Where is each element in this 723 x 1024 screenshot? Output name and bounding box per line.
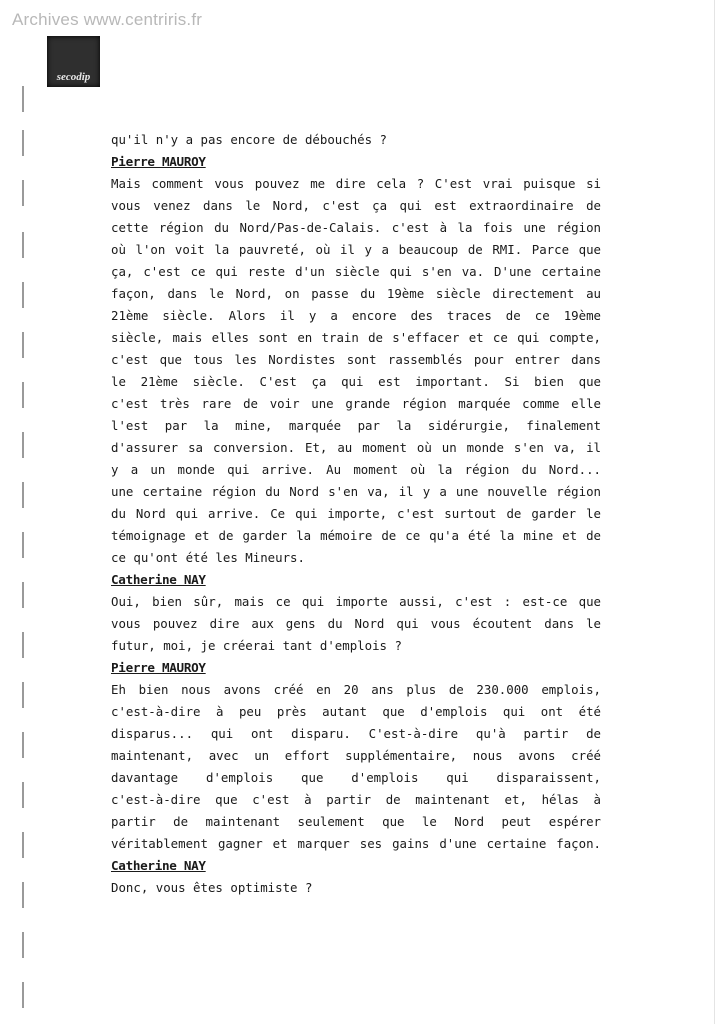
transcript-body: [111, 129, 601, 899]
transcript-line: façon, dans le Nord, on passe du 19ème siècle directement au: [111, 286, 601, 301]
speaker-name: [111, 855, 601, 877]
transcript-line: Donc, vous êtes optimiste ?: [111, 880, 313, 895]
transcript-line: témoignage et de garder la mémoire de ce qu'a été la mine et de: [111, 528, 601, 543]
transcript-line: partir de maintenant seulement que le Nord peut espérer: [111, 814, 601, 829]
transcript-line: vous venez dans le Nord, c'est ça qui est extraordinaire de: [111, 198, 601, 213]
speaker-label: Catherine NAY: [111, 572, 206, 587]
scan-margin-marks: [0, 0, 40, 1024]
speaker-label: Pierre MAUROY: [111, 660, 206, 675]
transcript-line: 21ème siècle. Alors il y a encore des traces de ce 19ème: [111, 308, 601, 323]
transcript-line: une certaine région du Nord s'en va, il y a une nouvelle région: [111, 484, 601, 499]
archive-watermark: Archives www.centriris.fr: [12, 10, 203, 29]
secodip-logo: [47, 36, 100, 87]
transcript-line: c'est que tous les Nordistes sont rassemblés pour entrer dans: [111, 352, 601, 367]
transcript-line: Mais comment vous pouvez me dire cela ? C'est vrai puisque si: [111, 176, 601, 191]
transcript-line: qu'il n'y a pas encore de débouchés ?: [111, 132, 388, 147]
logo-text: secodip: [56, 71, 91, 83]
transcript-line: l'est par la mine, marquée par la sidérurgie, finalement: [111, 418, 601, 433]
speaker-label: Pierre MAUROY: [111, 154, 206, 169]
speaker-label: Catherine NAY: [111, 858, 206, 873]
transcript-line: Eh bien nous avons créé en 20 ans plus de 230.000 emplois,: [111, 682, 601, 697]
transcript-line: siècle, mais elles sont en train de s'effacer et ce qui compte,: [111, 330, 601, 345]
transcript-line: ce qu'ont été les Mineurs.: [111, 550, 305, 565]
transcript-line: véritablement gagner et marquer ses gains d'une certaine façon.: [111, 836, 601, 851]
page-edge: [714, 0, 715, 1024]
transcript-line: c'est-à-dire que c'est à partir de maintenant et, hélas à: [111, 792, 601, 807]
transcript-line: davantage d'emplois que d'emplois qui disparaissent,: [111, 770, 601, 785]
transcript-line: c'est très rare de voir une grande région marquée comme elle: [111, 396, 601, 411]
speaker-name: [111, 151, 601, 173]
speaker-name: [111, 657, 601, 679]
transcript-line: le 21ème siècle. C'est ça qui est important. Si bien que: [111, 374, 601, 389]
transcript-line: maintenant, avec un effort supplémentaire, nous avons créé: [111, 748, 601, 763]
transcript-line: Oui, bien sûr, mais ce qui importe aussi, c'est : est-ce que: [111, 594, 601, 609]
transcript-line: y a un monde qui arrive. Au moment où la région du Nord...: [111, 462, 601, 477]
transcript-line: du Nord qui arrive. Ce qui importe, c'est surtout de garder le: [111, 506, 601, 521]
transcript-line: c'est-à-dire à peu près autant que d'emplois qui ont été: [111, 704, 601, 719]
speaker-name: [111, 569, 601, 591]
transcript-line: où l'on voit la pauvreté, où il y a beaucoup de RMI. Parce que: [111, 242, 601, 257]
transcript-line: d'assurer sa conversion. Et, au moment où un monde s'en va, il: [111, 440, 601, 455]
transcript-line: ça, c'est ce qui reste d'un siècle qui s'en va. D'une certaine: [111, 264, 601, 279]
transcript-line: disparus... qui ont disparu. C'est-à-dire qu'à partir de: [111, 726, 601, 741]
transcript-line: vous pouvez dire aux gens du Nord qui vous écoutent dans le: [111, 616, 601, 631]
transcript-line: futur, moi, je créerai tant d'emplois ?: [111, 638, 402, 653]
transcript-line: cette région du Nord/Pas-de-Calais. c'est à la fois une région: [111, 220, 601, 235]
